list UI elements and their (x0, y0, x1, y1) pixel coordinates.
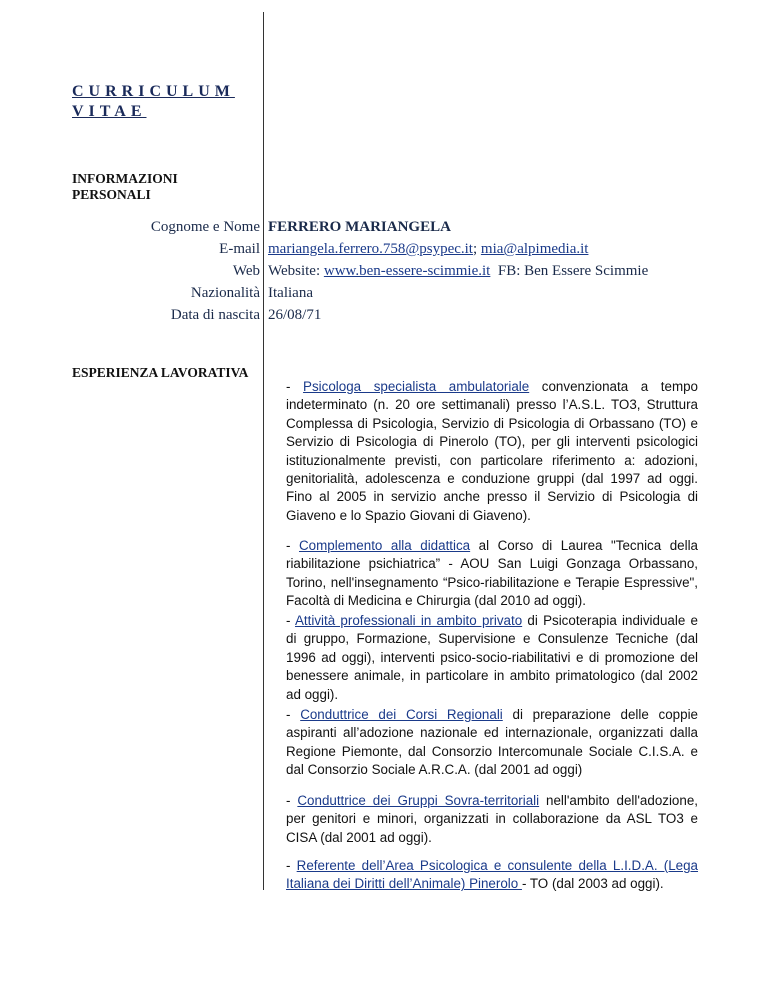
title-line-2: VITAE (72, 103, 147, 120)
birth-label: Data di nascita (170, 307, 260, 323)
email-link-1[interactable]: mariangela.ferrero.758@psypec.it (268, 241, 473, 257)
experience-item: - Conduttrice dei Gruppi Sovra-territoriali nell'ambito dell'adozione, per genitori e minori, organizzati in collaborazione da ASL TO3 e CISA (dal 2001 ad oggi). (286, 793, 698, 845)
experience-title[interactable]: Psicologa specialista ambulatoriale (303, 379, 530, 394)
experience-title[interactable]: Referente dell’Area Psicologica e consulente della L.I.D.A. (Lega Italiana dei Diritti dell’Animale) Pinerolo (286, 858, 699, 892)
web-label: Web (232, 263, 260, 279)
experience-title[interactable]: Conduttrice dei Gruppi Sovra-territoriali (297, 793, 540, 808)
section-experience-heading: ESPERIENZA LAVORATIVA (72, 365, 249, 380)
section-personal-heading (72, 171, 178, 203)
experience-item: - Attività professionali in ambito privato di Psicoterapia individuale e di gruppo, Formazione, Supervisione e Consulenze Tecniche (dal 1996 ad oggi), interventi psico-socio-riabilitativi e di promozione del benessere animale, in particolare in ambito primatologico (dal 2002 ad oggi). (286, 613, 698, 702)
title-line-1: CURRICULUM (72, 83, 235, 100)
birth-value: 26/08/71 (268, 307, 322, 323)
section-personal-line-2: PERSONALI (72, 187, 151, 202)
experience-item: - Complemento alla didattica al Corso di Laurea "Tecnica della riabilitazione psichiatrica” - AOU San Luigi Gonzaga Orbassano, Torino, nell'insegnamento “Psico-riabilitazione e Terapie Espressive", Facoltà di Medicina e Chirurgia (dal 2010 ad oggi). (286, 538, 699, 609)
row-web (0, 260, 768, 282)
row-nationality (0, 282, 768, 304)
web-value (268, 260, 648, 282)
experience-item: - Conduttrice dei Corsi Regionali di preparazione delle coppie aspiranti all’adozione nazionale ed internazionale, organizzati dalla Regione Piemonte, dal Consorzio Intercomunale Sociale C.I.S.A. e dal Consorzio Sociale A.R.C.A. (dal 2001 ad oggi) (286, 707, 698, 778)
experience-title[interactable]: Conduttrice dei Corsi Regionali (300, 707, 503, 722)
nationality-value: Italiana (268, 285, 313, 301)
nationality-label: Nazionalità (190, 285, 260, 301)
experience-title[interactable]: Attività professionali in ambito privato (294, 613, 523, 628)
name-label: Cognome e Nome (150, 219, 260, 235)
email-link-2[interactable]: mia@alpimedia.it (480, 241, 589, 257)
facebook-text: FB: Ben Essere Scimmie (490, 263, 649, 279)
email-value (268, 238, 588, 260)
email-separator: ; (472, 241, 481, 257)
website-link[interactable]: www.ben-essere-scimmie.it (323, 263, 491, 279)
document-title (72, 82, 235, 122)
experience-title[interactable]: Complemento alla didattica (299, 538, 471, 553)
row-birth (0, 304, 768, 326)
section-personal-line-1: INFORMAZIONI (72, 171, 178, 186)
name-value: FERRERO MARIANGELA (268, 219, 451, 235)
email-label: E-mail (219, 241, 260, 257)
experience-item: - Psicologa specialista ambulatoriale convenzionata a tempo indeterminato (n. 20 ore settimanali) presso l’A.S.L. TO3, Struttura Complessa di Psicologia, Servizio di Psicologia di Orbassano (TO) e Servizio di Psicologia di Pinerolo (TO), per gli interventi psicologici istituzionalmente previsti, con particolare riferimento a: adozioni, genitorialità, adolescenza e conduzione gruppi (dal 1997 ad oggi. Fino al 2005 in servizio anche presso il Servizio di Psicologia di Giaveno e lo Spazio Giovani di Giaveno). (286, 379, 698, 523)
row-email (0, 238, 768, 260)
column-divider (263, 12, 264, 890)
web-prefix: Website: (268, 263, 324, 279)
row-name (0, 216, 768, 238)
experience-item: - Referente dell’Area Psicologica e consulente della L.I.D.A. (Lega Italiana dei Diritti dell’Animale) Pinerolo - TO (dal 2003 ad oggi). (286, 858, 699, 892)
